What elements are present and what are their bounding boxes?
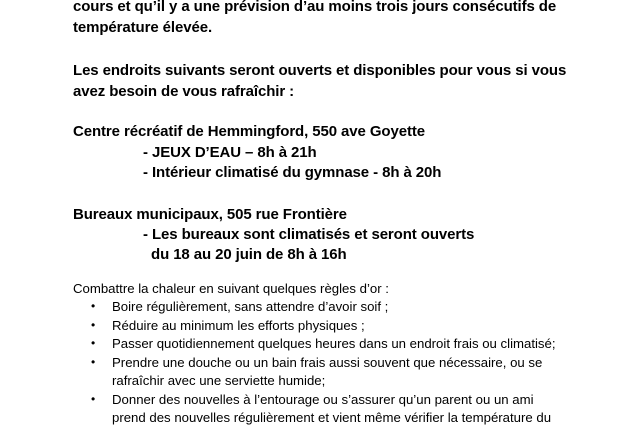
rule-effort: Réduire au minimum les efforts physiques ; [112,318,365,333]
rule-shower-line-1: Prendre une douche ou un bain frais aussi souvent que nécessaire, ou se [112,355,543,370]
rules-heading: Combattre la chaleur en suivant quelques règles d’or : [73,281,389,296]
bureaux-item-2: du 18 au 20 juin de 8h à 16h [151,246,347,263]
intro-line-1: cours et qu’il y a une prévision d’au moins trois jours consécutifs de [73,0,557,15]
intro-line-2: température élevée. [73,19,213,36]
bureaux-title: Bureaux municipaux, 505 rue Frontière [73,206,347,223]
rule-news-line-1: Donner des nouvelles à l’entourage ou s’assurer qu’un parent ou un ami [112,392,534,407]
bullet-icon: • [91,299,96,313]
bullet-icon: • [91,318,96,332]
bullet-icon: • [91,392,96,406]
rule-drink: Boire régulièrement, sans attendre d’avoir soif ; [112,299,389,314]
centre-item-water-games: - JEUX D’EAU – 8h à 21h [143,144,317,161]
rule-shower-line-2: rafraîchir avec une serviette humide; [112,373,326,388]
rule-news-line-2: prend des nouvelles régulièrement et vient même vérifier la température du [112,410,552,425]
bullet-icon: • [91,355,96,369]
bureaux-item-1: - Les bureaux sont climatisés et seront ouverts [143,226,475,243]
rule-cool-place: Passer quotidiennement quelques heures dans un endroit frais ou climatisé; [112,336,556,351]
places-line-2: avez besoin de vous rafraîchir : [73,83,295,100]
places-line-1: Les endroits suivants seront ouverts et disponibles pour vous si vous [73,62,567,79]
bullet-icon: • [91,336,96,350]
centre-title: Centre récréatif de Hemmingford, 550 ave Goyette [73,123,425,140]
centre-item-gymnasium: - Intérieur climatisé du gymnase - 8h à 20h [143,164,442,181]
